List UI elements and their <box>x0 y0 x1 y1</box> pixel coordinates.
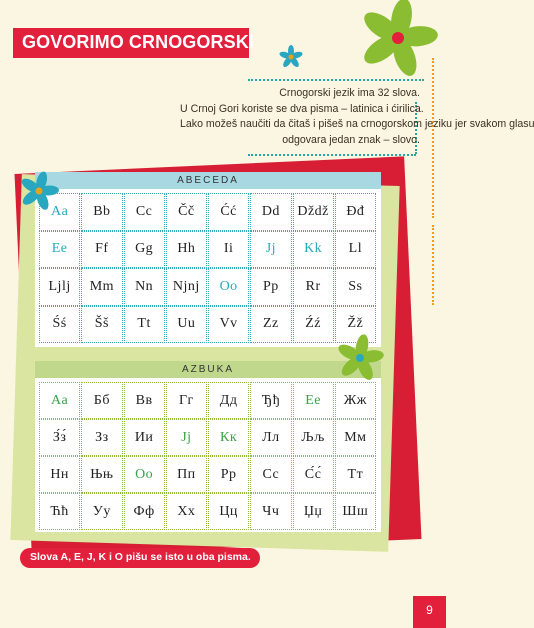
letter-cell: Tt <box>124 306 165 344</box>
letter-cell: Ee <box>39 231 80 269</box>
letter-cell: Сс <box>250 456 291 493</box>
letter-cell: Дд <box>208 382 249 419</box>
intro-line-4: odgovara jedan znak – slovo. <box>282 133 420 146</box>
intro-line-2: U Crnoj Gori koriste se dva pisma – latinica i ćirilica. <box>180 102 424 115</box>
letter-cell: Рр <box>208 456 249 493</box>
letter-cell: Оо <box>124 456 165 493</box>
letter-cell: Жж <box>335 382 376 419</box>
letter-cell: Hh <box>166 231 207 269</box>
title-banner <box>13 28 254 58</box>
letter-cell: С́с́ <box>293 456 334 493</box>
letter-cell: Нн <box>39 456 80 493</box>
letter-cell: Тт <box>335 456 376 493</box>
letter-cell: Čč <box>166 193 207 231</box>
letter-cell: Ее <box>293 382 334 419</box>
letter-cell: З́з́ <box>39 419 80 456</box>
letter-cell: Ii <box>208 231 249 269</box>
page-title: GOVORIMO CRNOGORSKI <box>22 32 254 52</box>
letter-cell: Џџ <box>293 493 334 530</box>
letter-cell: Шш <box>335 493 376 530</box>
letter-cell: Мм <box>335 419 376 456</box>
letter-cell: Њњ <box>81 456 122 493</box>
intro-text <box>180 86 534 148</box>
bottom-dotted-line-orange <box>432 225 434 305</box>
letter-cell: Dždž <box>293 193 334 231</box>
letter-cell: Ćć <box>208 193 249 231</box>
letter-cell: Аа <box>39 382 80 419</box>
letter-cell: Чч <box>250 493 291 530</box>
flower-decoration-teal-icon <box>14 168 64 214</box>
letter-cell: Gg <box>124 231 165 269</box>
letter-cell: Јј <box>166 419 207 456</box>
letter-cell: Ђђ <box>250 382 291 419</box>
letter-cell: Zz <box>250 306 291 344</box>
flower-decoration-small-icon <box>278 44 304 70</box>
azbuka-table <box>35 361 381 532</box>
letter-cell: Źź <box>293 306 334 344</box>
letter-cell: Žž <box>335 306 376 344</box>
letter-cell: Љљ <box>293 419 334 456</box>
letter-cell: Пп <box>166 456 207 493</box>
page-number-box <box>413 596 446 628</box>
letter-cell: Кк <box>208 419 249 456</box>
flower-decoration-green-icon <box>330 330 390 386</box>
letter-cell: Dd <box>250 193 291 231</box>
letter-cell: Ljlj <box>39 268 80 306</box>
letter-cell: Ии <box>124 419 165 456</box>
right-dotted-line-orange <box>432 58 434 218</box>
flower-decoration-large-icon <box>348 2 448 82</box>
letter-cell: Ћћ <box>39 493 80 530</box>
letter-cell: Ff <box>81 231 122 269</box>
letter-cell: Kk <box>293 231 334 269</box>
letter-cell: Jj <box>250 231 291 269</box>
abeceda-grid <box>39 193 377 343</box>
letter-cell: Хх <box>166 493 207 530</box>
letter-cell: Вв <box>124 382 165 419</box>
letter-cell: Зз <box>81 419 122 456</box>
letter-cell: Uu <box>166 306 207 344</box>
letter-cell: Aa <box>39 193 80 231</box>
azbuka-heading: AZBUKA <box>35 361 381 378</box>
letter-cell: Фф <box>124 493 165 530</box>
note-text: Slova A, E, J, K i O pišu se isto u oba pisma. <box>30 551 251 563</box>
letter-cell: Гг <box>166 382 207 419</box>
letter-cell: Śś <box>39 306 80 344</box>
intro-line-1: Crnogorski jezik ima 32 slova. <box>279 87 420 99</box>
letter-cell: Лл <box>250 419 291 456</box>
intro-line-3: Lako možeš naučiti da čitaš i pišeš na crnogorskom jeziku jer svakom glasu <box>180 118 534 131</box>
page-number: 9 <box>426 603 433 617</box>
letter-cell: Rr <box>293 268 334 306</box>
azbuka-grid <box>39 382 377 530</box>
letter-cell: Бб <box>81 382 122 419</box>
letter-cell: Уу <box>81 493 122 530</box>
letter-cell: Cc <box>124 193 165 231</box>
abeceda-table <box>35 172 381 347</box>
letter-cell: Đđ <box>335 193 376 231</box>
letter-cell: Цц <box>208 493 249 530</box>
letter-cell: Bb <box>81 193 122 231</box>
letter-cell: Pp <box>250 268 291 306</box>
mid-dotted-line <box>248 154 416 156</box>
letter-cell: Njnj <box>166 268 207 306</box>
letter-cell: Mm <box>81 268 122 306</box>
letter-cell: Šš <box>81 306 122 344</box>
letter-cell: Oo <box>208 268 249 306</box>
letter-cell: Vv <box>208 306 249 344</box>
note-banner <box>20 548 260 568</box>
abeceda-heading: ABECEDA <box>35 172 381 189</box>
letter-cell: Nn <box>124 268 165 306</box>
letter-cell: Ss <box>335 268 376 306</box>
letter-cell: Ll <box>335 231 376 269</box>
